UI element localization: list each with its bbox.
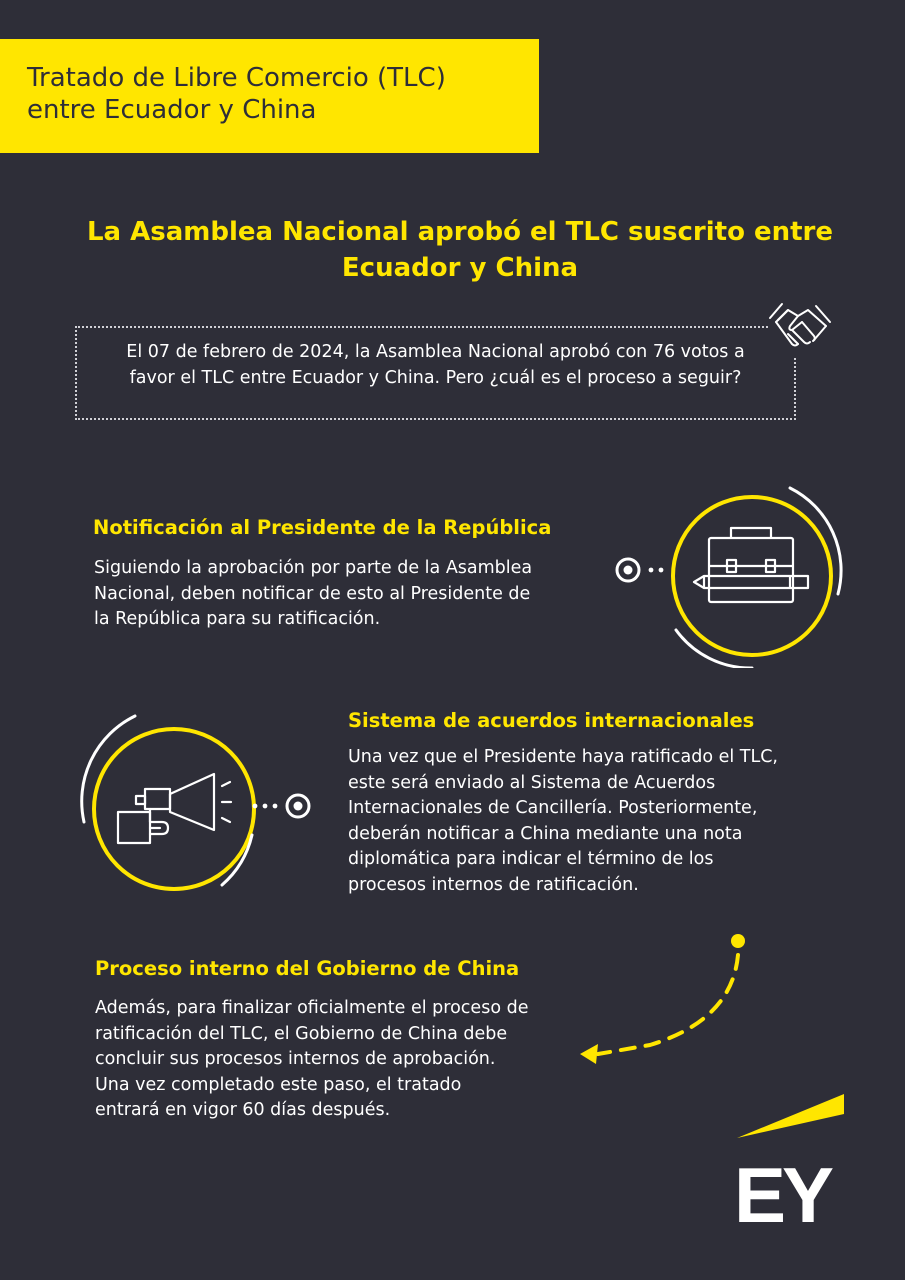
logo-text: EY — [734, 1151, 831, 1226]
section-3-title: Proceso interno del Gobierno de China — [95, 957, 520, 980]
headline-line-2: Ecuador y China — [341, 253, 579, 283]
dashed-arrow-icon — [570, 925, 755, 1075]
section-3-body-line: ratificación del TLC, el Gobierno de China debe — [95, 1023, 508, 1044]
section-1-body-line: Siguiendo la aprobación por parte de la Asamblea — [94, 558, 533, 578]
section-2-body-line: deberán notificar a China mediante una nota — [348, 823, 743, 844]
headline-line-1: La Asamblea Nacional aprobó el TLC suscrito entre — [86, 217, 834, 247]
intro-box — [75, 326, 796, 420]
section-2-body-line: Una vez que el Presidente haya ratificado el TLC, — [348, 747, 778, 767]
section-2-body-line: procesos internos de ratificación. — [348, 874, 639, 895]
banner-title-line-2: entre Ecuador y China — [27, 95, 317, 125]
handshake-icon — [768, 300, 834, 356]
headline — [60, 214, 860, 286]
section-1-body — [94, 556, 532, 633]
banner-title-line-1: Tratado de Libre Comercio (TLC) — [27, 63, 446, 93]
briefcase-icon — [610, 478, 850, 668]
section-3-body-line: concluir sus procesos internos de aprobación. — [95, 1049, 496, 1070]
section-2-title: Sistema de acuerdos internacionales — [348, 709, 755, 732]
section-2-body-line: Internacionales de Cancillería. Posteriormente, — [348, 798, 758, 819]
title-banner — [0, 39, 539, 153]
section-2-body — [348, 745, 778, 899]
ey-logo — [730, 1090, 846, 1226]
section-1-body-line: la República para su ratificación. — [94, 609, 381, 630]
megaphone-icon — [75, 710, 320, 910]
section-1-body-line: Nacional, deben notificar de esto al Presidente de — [94, 583, 531, 604]
intro-line-2: favor el TLC entre Ecuador y China. Pero ¿cuál es el proceso a seguir? — [129, 368, 742, 388]
intro-line-1: El 07 de febrero de 2024, la Asamblea Nacional aprobó con 76 votos a — [126, 342, 745, 362]
section-2-body-line: diplomática para indicar el término de los — [348, 849, 714, 870]
section-1-title: Notificación al Presidente de la República — [93, 516, 552, 539]
section-2-body-line: este será enviado al Sistema de Acuerdos — [348, 772, 716, 793]
section-3-body — [95, 996, 528, 1124]
section-3-body-line: entrará en vigor 60 días después. — [95, 1100, 391, 1121]
section-3-body-line: Una vez completado este paso, el tratado — [95, 1074, 462, 1095]
section-3-body-line: Además, para finalizar oficialmente el proceso de — [95, 998, 529, 1018]
